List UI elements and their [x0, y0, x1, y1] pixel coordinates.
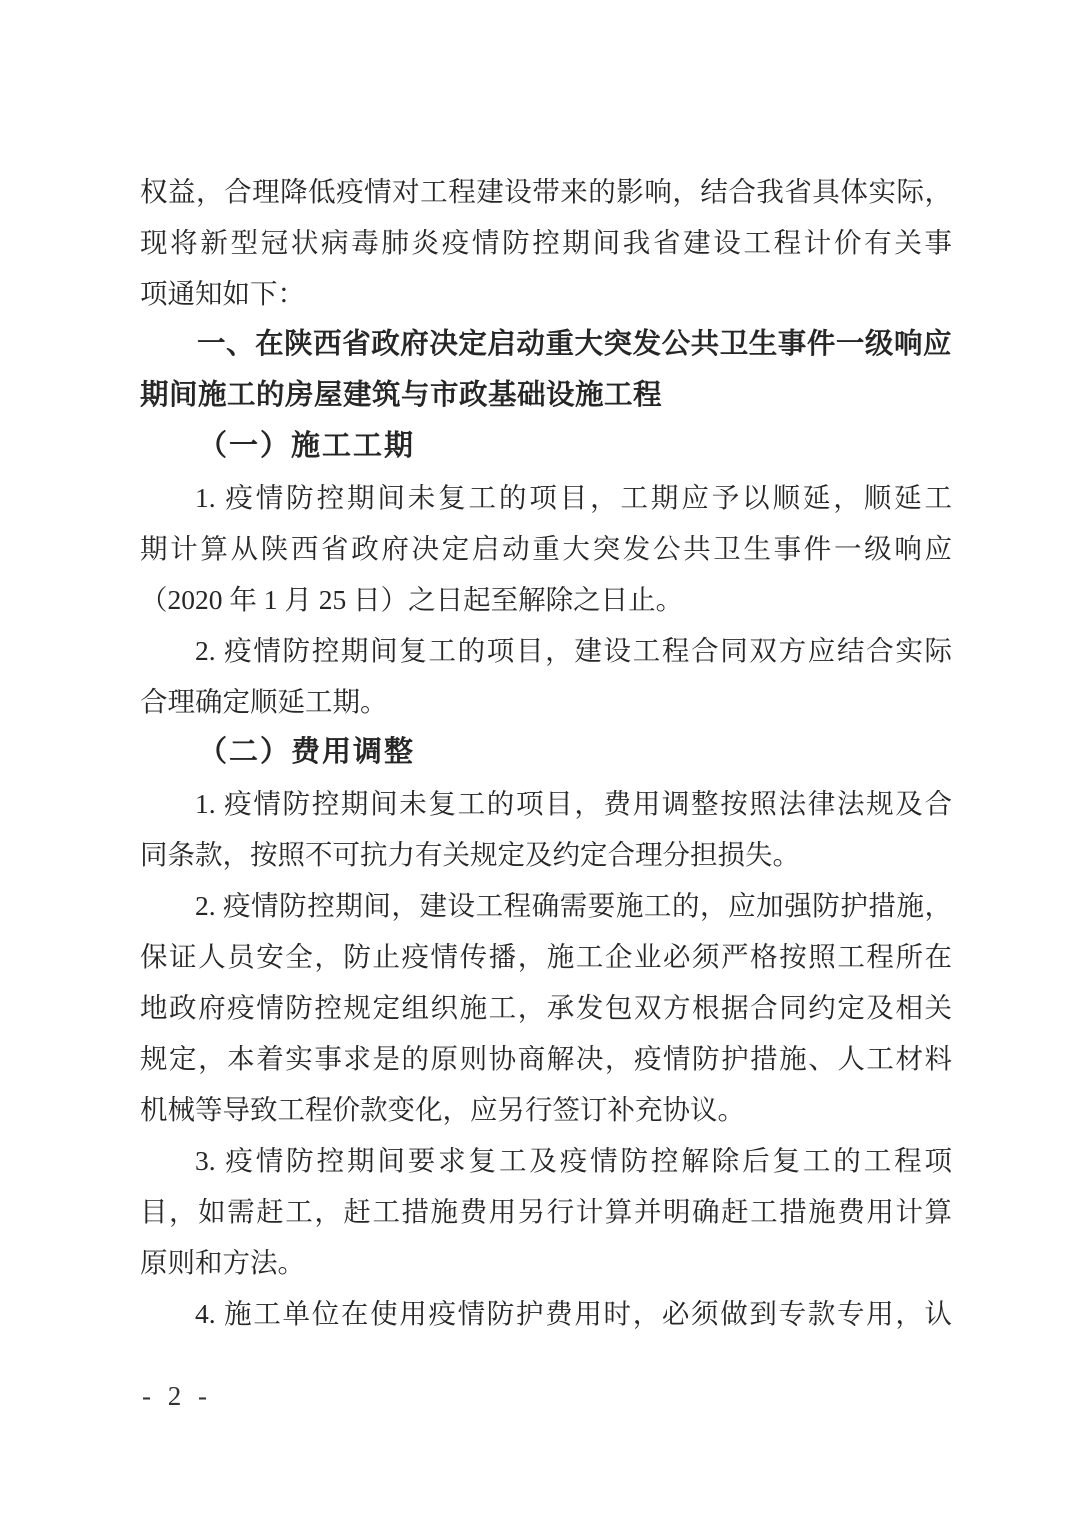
item-1-2-1: [140, 778, 952, 880]
subsection-1-1-heading: [140, 421, 952, 472]
text-line: 合理确定顺延工期。: [140, 686, 388, 717]
text-line: 2. 疫情防控期间，建设工程确需要施工的，应加强防护措施，: [195, 890, 952, 921]
text-line: 4. 施工单位在使用疫情防护费用时，必须做到专款专用，认: [195, 1298, 952, 1329]
text-line: 3. 疫情防控期间要求复工及疫情防控解除后复工的工程项: [195, 1145, 952, 1176]
text-line: 期间施工的房屋建筑与市政基础设施工程: [140, 379, 663, 411]
page-number: - 2 -: [142, 1381, 212, 1411]
text-line: 机械等导致工程价款变化，应另行签订补充协议。: [140, 1094, 745, 1125]
subsection-1-2-heading: [140, 727, 952, 778]
text-line: 保证人员安全，防止疫情传播，施工企业必须严格按照工程所在: [140, 941, 952, 972]
item-1-2-4-partial: [140, 1288, 952, 1339]
document-content: [140, 166, 952, 1339]
text-line: 一、在陕西省政府决定启动重大突发公共卫生事件一级响应: [197, 328, 952, 360]
text-line: 地政府疫情防控规定组织施工，承发包双方根据合同约定及相关: [140, 992, 952, 1023]
item-1-2-2: [140, 880, 952, 1135]
text-line: 现将新型冠状病毒肺炎疫情防控期间我省建设工程计价有关事: [140, 227, 952, 258]
text-line: 规定，本着实事求是的原则协商解决，疫情防护措施、人工材料: [140, 1043, 952, 1074]
item-1-2-3: [140, 1135, 952, 1288]
text-line: （2020 年 1 月 25 日）之日起至解除之日止。: [140, 584, 684, 615]
item-1-1-1: [140, 472, 952, 625]
text-line: 项通知如下：: [140, 278, 305, 309]
text-line: 权益，合理降低疫情对工程建设带来的影响，结合我省具体实际，: [140, 176, 952, 207]
text-line: 目，如需赶工，赶工措施费用另行计算并明确赶工措施费用计算: [140, 1196, 952, 1227]
text-line: 1. 疫情防控期间未复工的项目，费用调整按照法律法规及合: [195, 788, 952, 819]
text-line: 原则和方法。: [140, 1247, 305, 1278]
text-line: 同条款，按照不可抗力有关规定及约定合理分担损失。: [140, 839, 800, 870]
text-line: 2. 疫情防控期间复工的项目，建设工程合同双方应结合实际: [195, 635, 952, 666]
section-1-heading: [140, 319, 952, 421]
opening-paragraph-continuation: [140, 166, 952, 319]
text-line: 1. 疫情防控期间未复工的项目，工期应予以顺延，顺延工: [195, 482, 952, 513]
item-1-1-2: [140, 625, 952, 727]
text-line: （二）费用调整: [198, 736, 416, 768]
text-line: 期计算从陕西省政府决定启动重大突发公共卫生事件一级响应: [140, 533, 952, 564]
text-line: （一）施工工期: [198, 430, 416, 462]
